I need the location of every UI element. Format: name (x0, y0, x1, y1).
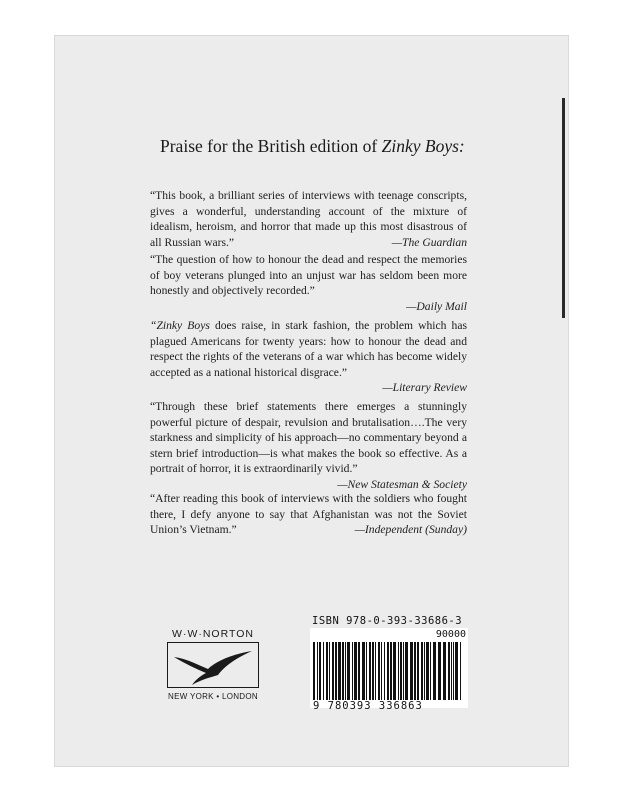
barcode-bar (393, 642, 396, 700)
quote-text: “After reading this book of interviews with the soldiers who fought there, I defy anyone to say that Afghanistan was not the Soviet Union’s Vietnam.” (150, 492, 467, 537)
quote-source: —Daily Mail (406, 299, 467, 313)
barcode-bar (342, 642, 344, 700)
barcode-bar (417, 642, 419, 700)
price-code: 90000 (435, 629, 466, 640)
quote-text: “This book, a brilliant series of interviews with teenage conscripts, gives a wonderful, understanding account of the mixture of idealism, heroism, and horror that made up this most disastrous of all Russian wars.” (150, 189, 467, 249)
quote-lead: “Zinky Boys (150, 319, 210, 332)
barcode-bar (424, 642, 425, 700)
ean-digits: 9 780393 336863 (313, 700, 423, 712)
barcode-bar (378, 642, 380, 700)
barcode-bar (403, 642, 404, 700)
spine-edge (562, 98, 565, 318)
barcode-bar (390, 642, 392, 700)
barcode-bar (329, 642, 330, 700)
barcode-bar (433, 642, 436, 700)
seagull-icon (168, 643, 258, 687)
barcode-bar (384, 642, 385, 700)
quote-source: —Literary Review (382, 381, 467, 395)
barcode-bar (438, 642, 441, 700)
barcode-bar (352, 642, 353, 700)
barcode-bar (443, 642, 446, 700)
barcode-bar (354, 642, 357, 700)
barcode-bar (319, 642, 321, 700)
quote-text: “The question of how to honour the dead and respect the memories of boy veterans plunged into an unjust war has seldom been more honestly and objectively recorded.” (150, 253, 467, 298)
barcode-bar (398, 642, 399, 700)
barcode-bar (347, 642, 350, 700)
barcode-bar (414, 642, 416, 700)
quote-independent (150, 491, 467, 538)
barcode-bar (460, 642, 461, 700)
barcode-bar (448, 642, 450, 700)
barcode-bar (451, 642, 452, 700)
barcode-bar (366, 642, 367, 700)
barcode-bar (345, 642, 346, 700)
barcode-bar (362, 642, 365, 700)
publisher-name: W·W·NORTON (172, 628, 254, 640)
praise-heading (160, 136, 465, 157)
quote-literary-review (150, 318, 467, 396)
seagull-emblem (167, 642, 259, 688)
barcode-bar (332, 642, 334, 700)
barcode-bar (372, 642, 374, 700)
isbn-text (312, 615, 462, 627)
quote-new-statesman (150, 399, 467, 493)
publisher-place: NEW YORK • LONDON (168, 692, 258, 701)
barcode-bar (387, 642, 389, 700)
barcode (310, 628, 468, 708)
barcode-bar (455, 642, 458, 700)
barcode-bar (369, 642, 371, 700)
barcode-bar (381, 642, 382, 700)
quote-text: “Through these brief statements there emerges a stunningly powerful picture of despair, revulsion and brutalisation….The very starkness and simplicity of his approach—no commentary beyond a stern brief introduction—is what makes the book so effective. As a portrait of horror, it is extraordinarily vivid.” (150, 400, 467, 476)
barcode-bar (421, 642, 423, 700)
barcode-bar (323, 642, 324, 700)
quote-daily-mail (150, 252, 467, 314)
barcode-bar (326, 642, 328, 700)
quote-source: —Independent (Sunday) (354, 523, 467, 537)
barcode-bar (317, 642, 318, 700)
heading-prefix: Praise for the British edition of (160, 136, 382, 156)
quote-source: —The Guardian (391, 235, 467, 249)
barcode-bar (453, 642, 454, 700)
barcode-bar (335, 642, 337, 700)
barcode-bar (358, 642, 360, 700)
quote-source: —New Statesman & Society (337, 477, 467, 491)
barcode-bar (313, 642, 315, 700)
isbn-number: ISBN 978-0-393-33686-3 (312, 615, 463, 627)
barcode-bar (338, 642, 341, 700)
barcode-bar (426, 642, 429, 700)
barcode-bar (375, 642, 376, 700)
barcode-bar (430, 642, 431, 700)
publisher-logo (165, 628, 261, 701)
barcode-bar (410, 642, 413, 700)
quote-guardian (150, 188, 467, 250)
barcode-bar (405, 642, 408, 700)
barcode-bar (400, 642, 402, 700)
quote-text: does raise, in stark fashion, the problem which has plagued Americans for twenty years: how to honour the dead and respect the rights of the veterans of a war which has become widely accepted as a national historical disgrace.” (150, 319, 468, 379)
heading-title: Zinky Boys: (381, 136, 465, 156)
